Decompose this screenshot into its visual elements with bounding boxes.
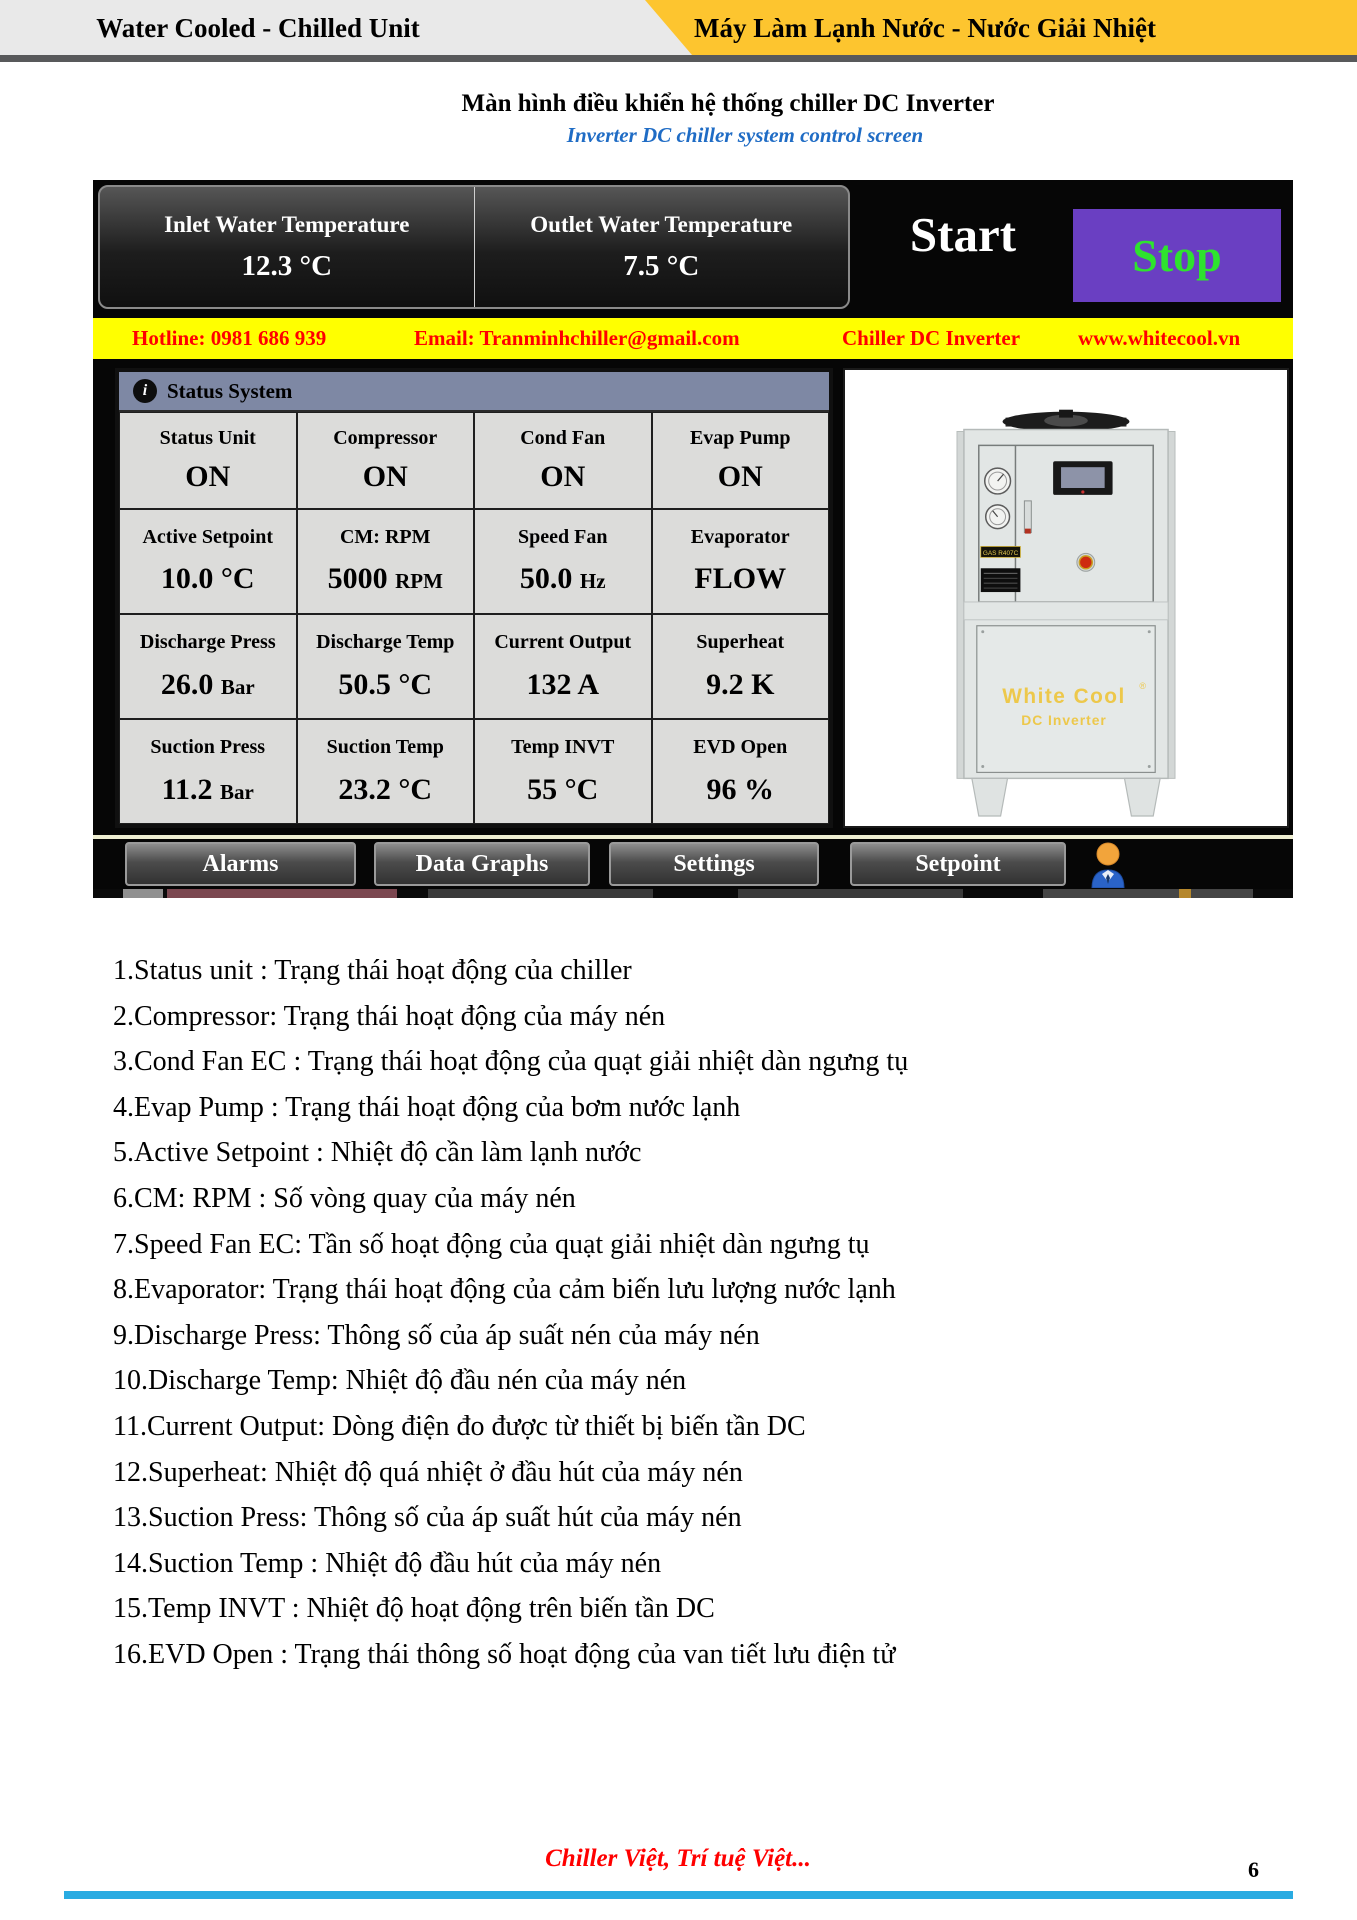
term-list-item: 8.Evaporator: Trạng thái hoạt động của cảm biến lưu lượng nước lạnh [113, 1274, 896, 1306]
footer-slogan: Chiller Việt, Trí tuệ Việt... [545, 1845, 811, 1872]
status-cell-value: 5000 RPM [327, 562, 443, 596]
brand-text: Chiller DC Inverter [842, 326, 1021, 350]
page-number: 6 [1248, 1857, 1259, 1882]
status-cell-value: ON [717, 460, 763, 494]
outlet-temperature-value: 7.5 °C [623, 249, 700, 282]
status-cell-label: Speed Fan [518, 526, 608, 549]
term-list-item: 13.Suction Press: Thông số của áp suất hút của máy nén [113, 1502, 742, 1534]
status-cell [297, 614, 475, 719]
status-cell [474, 719, 652, 824]
inlet-temperature-value: 12.3 °C [241, 249, 333, 282]
status-cell-label: Suction Temp [326, 736, 444, 759]
nav-button-setpoint[interactable]: Setpoint [850, 842, 1066, 886]
status-cell-value: ON [185, 460, 231, 494]
cabinet-leg-left [972, 778, 1008, 816]
status-cell-label: Superheat [696, 631, 785, 654]
status-cell-label: Compressor [333, 426, 438, 449]
status-cell-label: Evap Pump [689, 426, 791, 449]
hmi-screenshot [93, 180, 1293, 898]
screenshot-cropped-edge [93, 889, 1293, 898]
term-list-item: 1.Status unit : Trạng thái hoạt động của chiller [113, 955, 632, 986]
machine-model-text: DC Inverter [1021, 711, 1107, 728]
term-list-item: 9.Discharge Press: Thông số của áp suất nén của máy nén [113, 1319, 760, 1351]
status-cell-label: Active Setpoint [142, 526, 274, 549]
nav-button-alarms[interactable]: Alarms [125, 842, 356, 886]
emergency-stop-icon [1077, 553, 1095, 571]
status-cell-unit: °C [398, 667, 433, 701]
terminology-list [113, 948, 1263, 1678]
term-list-item: 6.CM: RPM : Số vòng quay của máy nén [113, 1182, 576, 1214]
term-list-item: 10.Discharge Temp: Nhiệt độ đầu nén của máy nén [113, 1365, 687, 1397]
status-cell-label: Status Unit [159, 426, 256, 449]
chiller-unit-illustration [845, 370, 1287, 826]
status-cell-value: 50.5 °C [338, 667, 433, 701]
status-cell-unit: Bar [220, 674, 255, 699]
status-cell-value: 10.0 °C [160, 562, 255, 596]
status-system-panel [115, 368, 833, 828]
status-cell [119, 509, 297, 614]
email-text: Email: Tranminhchiller@gmail.com [414, 326, 740, 350]
status-cell-value: 11.2 Bar [161, 772, 254, 806]
term-list-item: 4.Evap Pump : Trạng thái hoạt động của bơm nước lạnh [113, 1091, 741, 1123]
condenser-fan-icon [1003, 410, 1130, 432]
term-list-item: 15.Temp INVT : Nhiệt độ hoạt động trên biến tần DC [113, 1593, 715, 1625]
status-cell-unit: °C [564, 772, 599, 806]
status-cell-unit: °C [220, 562, 255, 596]
status-cell-unit: °C [398, 772, 433, 806]
status-cell-unit: RPM [395, 569, 443, 594]
hotline-text: Hotline: 0981 686 939 [132, 326, 327, 350]
status-cell [474, 509, 652, 614]
status-cell [652, 412, 830, 509]
user-icon[interactable] [1088, 841, 1128, 888]
footer-rule [64, 1891, 1293, 1899]
info-icon: i [133, 379, 157, 403]
status-cell-value: 9.2 K [706, 667, 775, 701]
status-cell-unit: K [751, 667, 775, 701]
status-system-header [119, 372, 829, 412]
spec-plate [981, 568, 1021, 592]
status-cell-unit: Bar [220, 779, 254, 804]
status-cell-unit: A [577, 667, 600, 701]
header-title-vietnamese: Máy Làm Lạnh Nước - Nước Giải Nhiệt [693, 13, 1157, 43]
chiller-image-panel [843, 368, 1289, 828]
status-cell [474, 614, 652, 719]
header-bottom-border [0, 55, 1357, 62]
status-cell-label: Suction Press [150, 736, 266, 759]
status-cell [297, 719, 475, 824]
page-subtitle: Inverter DC chiller system control screen [566, 123, 924, 147]
sight-glass [1024, 501, 1031, 533]
term-list-item: 3.Cond Fan EC : Trạng thái hoạt động của quạt giải nhiệt dàn ngưng tụ [113, 1046, 909, 1078]
outlet-temperature-display [475, 187, 849, 307]
status-cell-unit: Hz [579, 569, 606, 594]
contact-info-bar [93, 318, 1293, 359]
stop-button[interactable]: Stop [1073, 209, 1281, 302]
status-cell-label: Discharge Press [139, 631, 276, 654]
machine-brand-text: White Cool [1002, 685, 1126, 709]
header-title-english: Water Cooled - Chilled Unit [96, 13, 420, 43]
status-cell [297, 412, 475, 509]
website-text: www.whitecool.vn [1078, 326, 1241, 350]
status-cell-value: ON [540, 460, 586, 494]
status-cell-value: 50.0 Hz [519, 562, 606, 596]
page-header [0, 0, 1357, 62]
status-cell-label: Current Output [494, 631, 632, 654]
status-cell-label: Discharge Temp [316, 631, 455, 654]
term-list-item: 7.Speed Fan EC: Tần số hoạt động của quạt giải nhiệt dàn ngưng tụ [113, 1228, 870, 1260]
term-list-item: 14.Suction Temp : Nhiệt độ đầu hút của máy nén [113, 1547, 662, 1579]
inlet-temperature-label: Inlet Water Temperature [164, 211, 410, 237]
status-cell-value: 23.2 °C [338, 772, 433, 806]
machine-reg-mark: ® [1139, 681, 1146, 692]
status-grid [119, 412, 829, 824]
status-cell-value: 55 °C [527, 772, 599, 806]
status-cell [119, 412, 297, 509]
status-cell-value: 96 % [706, 772, 774, 806]
status-cell [297, 509, 475, 614]
nav-button-settings[interactable]: Settings [609, 842, 819, 886]
status-cell [652, 614, 830, 719]
status-cell-value: 26.0 Bar [160, 667, 255, 701]
status-cell-value: 132 A [526, 667, 600, 701]
term-list-item: 5.Active Setpoint : Nhiệt độ cần làm lạnh nước [113, 1137, 642, 1169]
nav-button-data-graphs[interactable]: Data Graphs [374, 842, 590, 886]
page-title: Màn hình điều khiển hệ thống chiller DC Inverter [461, 90, 995, 117]
status-cell-value: ON [362, 460, 408, 494]
inlet-temperature-display [100, 187, 475, 307]
status-cell [119, 719, 297, 824]
status-cell-label: Temp INVT [511, 736, 615, 759]
status-cell [652, 719, 830, 824]
term-list-item: 11.Current Output: Dòng điện đo được từ thiết bị biến tần DC [113, 1410, 806, 1442]
status-cell-label: EVD Open [693, 736, 788, 759]
outlet-temperature-label: Outlet Water Temperature [530, 211, 793, 237]
status-cell [119, 614, 297, 719]
hmi-display-icon [1053, 461, 1112, 495]
status-cell [474, 412, 652, 509]
status-cell-unit: % [744, 772, 774, 806]
start-button[interactable]: Start [909, 207, 1017, 262]
cabinet-leg-right [1124, 778, 1160, 816]
status-cell [652, 509, 830, 614]
term-list-item: 12.Superheat: Nhiệt độ quá nhiệt ở đầu hút của máy nén [113, 1456, 743, 1488]
gas-label: GAS R407C [982, 549, 1019, 557]
status-cell-label: CM: RPM [339, 526, 431, 549]
hmi-nav-bar [93, 839, 1293, 889]
term-list-item: 16.EVD Open : Trạng thái thông số hoạt động của van tiết lưu điện tử [113, 1638, 896, 1670]
status-cell-value: FLOW [694, 562, 787, 596]
status-cell-label: Evaporator [690, 526, 790, 549]
water-temperature-panel [98, 185, 850, 309]
status-cell-label: Cond Fan [520, 426, 606, 449]
status-system-title: Status System [167, 378, 293, 403]
term-list-item: 2.Compressor: Trạng thái hoạt động của máy nén [113, 1000, 666, 1032]
